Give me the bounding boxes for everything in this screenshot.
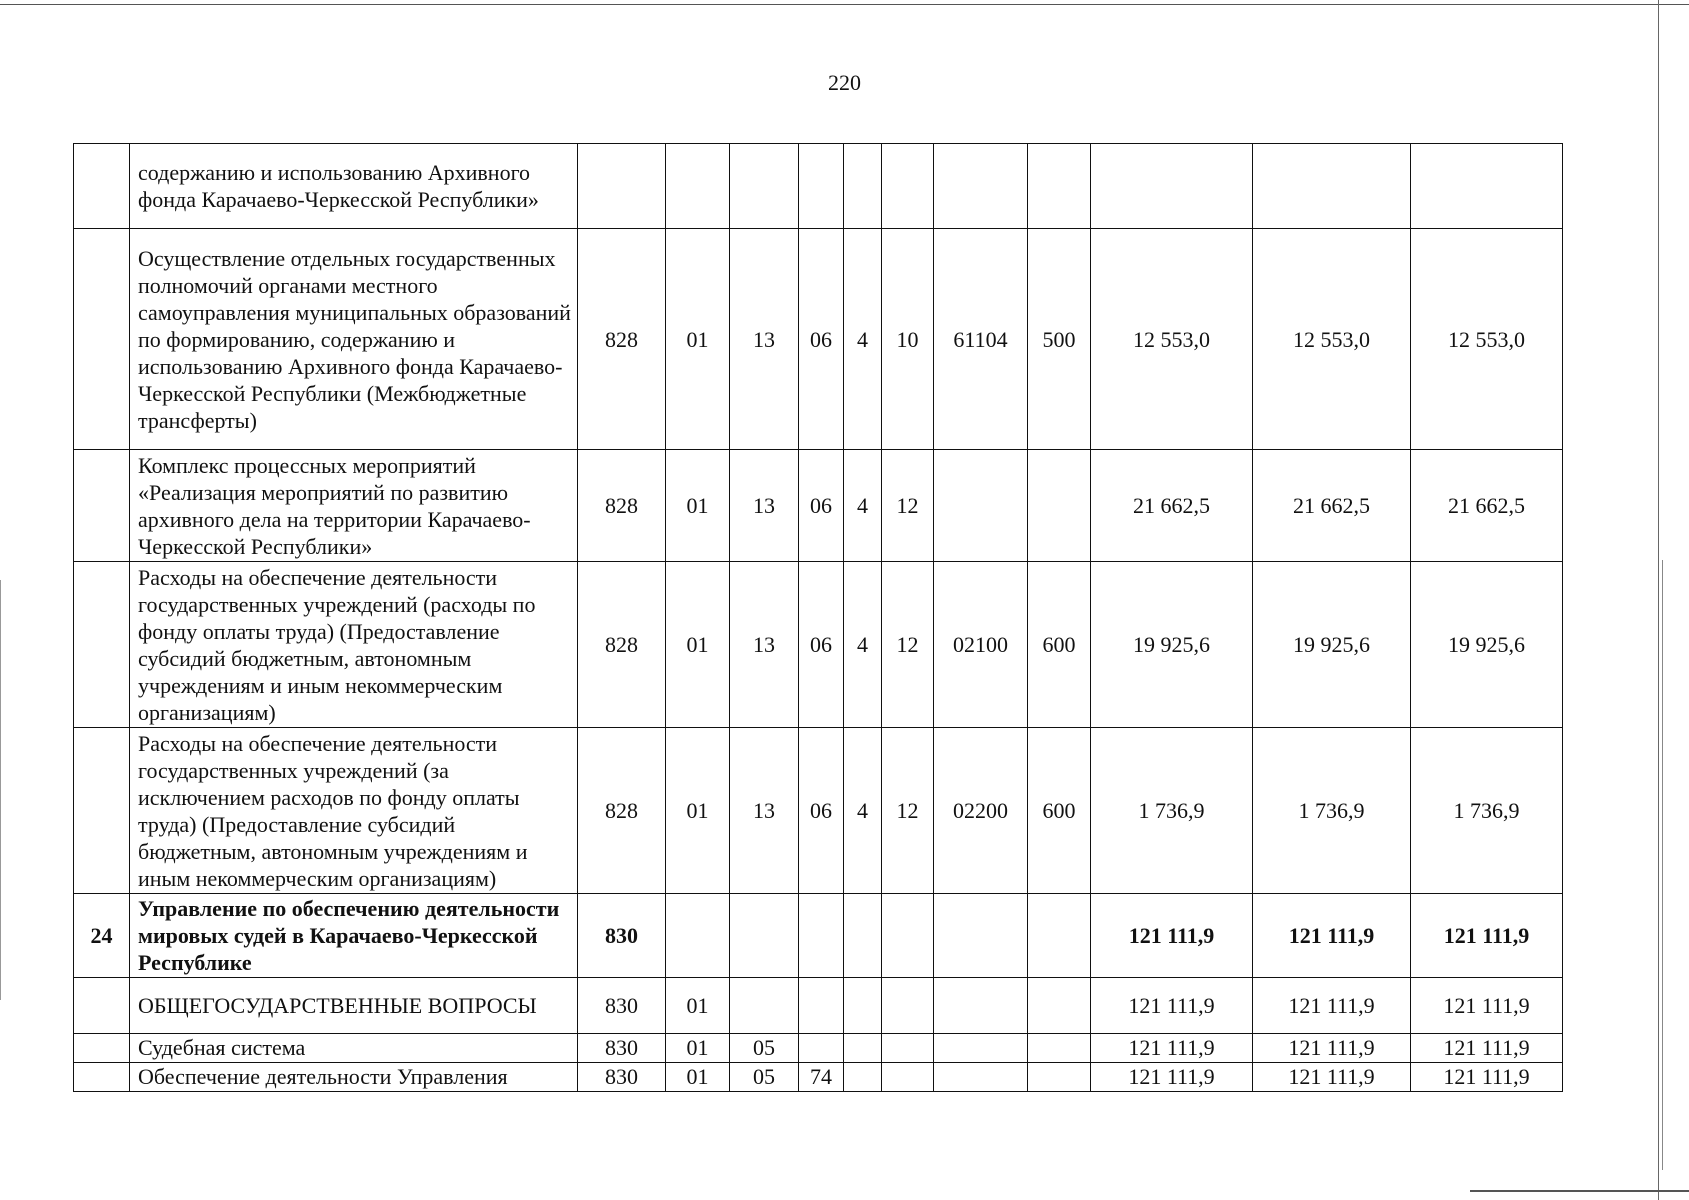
- budget-table-body: [74, 144, 1563, 1092]
- code-direction-cell: 02200: [934, 728, 1028, 894]
- table-row: [74, 450, 1563, 562]
- code-direction-cell: [934, 450, 1028, 562]
- code-ministry-cell: 830: [578, 978, 666, 1034]
- code-ministry-cell: [578, 144, 666, 229]
- code-program-cell: [799, 894, 844, 978]
- amount-year-3-cell: 1 736,9: [1411, 728, 1563, 894]
- amount-year-3-cell: 21 662,5: [1411, 450, 1563, 562]
- code-type-cell: 4: [844, 229, 882, 450]
- row-name-cell: Комплекс процессных мероприятий «Реализация мероприятий по развитию архивного дела на территории Карачаево-Черкесской Республики»: [130, 450, 578, 562]
- scan-right-edge-inner: [1662, 560, 1663, 1170]
- amount-year-1-cell: 12 553,0: [1091, 229, 1253, 450]
- code-group-cell: [882, 894, 934, 978]
- code-direction-cell: 02100: [934, 562, 1028, 728]
- code-section-cell: 01: [666, 450, 730, 562]
- code-program-cell: [799, 978, 844, 1034]
- row-name-cell: ОБЩЕГОСУДАРСТВЕННЫЕ ВОПРОСЫ: [130, 978, 578, 1034]
- code-ministry-cell: 830: [578, 894, 666, 978]
- amount-year-2-cell: 121 111,9: [1253, 894, 1411, 978]
- code-group-cell: 10: [882, 229, 934, 450]
- amount-year-1-cell: 19 925,6: [1091, 562, 1253, 728]
- amount-year-3-cell: [1411, 144, 1563, 229]
- code-section-cell: 01: [666, 229, 730, 450]
- code-expense-type-cell: [1028, 894, 1091, 978]
- row-number-cell: 24: [74, 894, 130, 978]
- code-type-cell: [844, 1063, 882, 1092]
- code-section-cell: 01: [666, 1063, 730, 1092]
- code-direction-cell: [934, 144, 1028, 229]
- code-direction-cell: [934, 1063, 1028, 1092]
- code-group-cell: [882, 978, 934, 1034]
- budget-table: [73, 143, 1563, 1092]
- row-name-cell: Управление по обеспечению деятельности мировых судей в Карачаево-Черкесской Республике: [130, 894, 578, 978]
- code-ministry-cell: 828: [578, 562, 666, 728]
- code-direction-cell: [934, 894, 1028, 978]
- code-type-cell: [844, 144, 882, 229]
- page-number: 220: [828, 70, 861, 95]
- amount-year-2-cell: 121 111,9: [1253, 1034, 1411, 1063]
- code-expense-type-cell: [1028, 450, 1091, 562]
- code-section-cell: 01: [666, 978, 730, 1034]
- amount-year-1-cell: 121 111,9: [1091, 894, 1253, 978]
- code-type-cell: 4: [844, 728, 882, 894]
- row-number-cell: [74, 450, 130, 562]
- amount-year-1-cell: 121 111,9: [1091, 1034, 1253, 1063]
- scan-top-rule: [0, 4, 1689, 5]
- code-ministry-cell: 828: [578, 728, 666, 894]
- row-name-cell: содержанию и использованию Архивного фонда Карачаево-Черкесской Республики»: [130, 144, 578, 229]
- code-expense-type-cell: [1028, 1034, 1091, 1063]
- row-number-cell: [74, 978, 130, 1034]
- amount-year-1-cell: [1091, 144, 1253, 229]
- amount-year-3-cell: 19 925,6: [1411, 562, 1563, 728]
- code-subsection-cell: 13: [730, 450, 799, 562]
- code-expense-type-cell: 600: [1028, 728, 1091, 894]
- table-row: [74, 144, 1563, 229]
- code-group-cell: [882, 1063, 934, 1092]
- amount-year-2-cell: 19 925,6: [1253, 562, 1411, 728]
- row-number-cell: [74, 229, 130, 450]
- row-name-cell: Расходы на обеспечение деятельности государственных учреждений (расходы по фонду оплаты труда) (Предоставление субсидий бюджетным, автономным учреждениям и иным некоммерческим организациям): [130, 562, 578, 728]
- row-name-cell: Судебная система: [130, 1034, 578, 1063]
- code-section-cell: [666, 894, 730, 978]
- table-row: [74, 978, 1563, 1034]
- code-ministry-cell: 828: [578, 450, 666, 562]
- code-ministry-cell: 828: [578, 229, 666, 450]
- code-ministry-cell: 830: [578, 1034, 666, 1063]
- code-subsection-cell: 13: [730, 229, 799, 450]
- code-type-cell: [844, 978, 882, 1034]
- table-row: [74, 728, 1563, 894]
- row-number-cell: [74, 562, 130, 728]
- code-direction-cell: [934, 1034, 1028, 1063]
- table-row: [74, 562, 1563, 728]
- code-program-cell: 06: [799, 450, 844, 562]
- scan-right-edge: [1658, 0, 1659, 1200]
- scan-left-mark: [0, 580, 1, 1000]
- code-type-cell: 4: [844, 450, 882, 562]
- code-program-cell: [799, 144, 844, 229]
- code-expense-type-cell: [1028, 1063, 1091, 1092]
- amount-year-2-cell: 21 662,5: [1253, 450, 1411, 562]
- code-section-cell: [666, 144, 730, 229]
- amount-year-1-cell: 121 111,9: [1091, 978, 1253, 1034]
- code-ministry-cell: 830: [578, 1063, 666, 1092]
- code-subsection-cell: 13: [730, 728, 799, 894]
- table-row: [74, 894, 1563, 978]
- code-subsection-cell: 05: [730, 1034, 799, 1063]
- code-group-cell: [882, 144, 934, 229]
- code-program-cell: 74: [799, 1063, 844, 1092]
- code-section-cell: 01: [666, 1034, 730, 1063]
- code-subsection-cell: 13: [730, 562, 799, 728]
- amount-year-2-cell: 121 111,9: [1253, 1063, 1411, 1092]
- code-subsection-cell: [730, 144, 799, 229]
- row-number-cell: [74, 728, 130, 894]
- amount-year-3-cell: 121 111,9: [1411, 1034, 1563, 1063]
- scan-bottom-rule: [1470, 1190, 1689, 1192]
- table-row: [74, 1063, 1563, 1092]
- amount-year-3-cell: 12 553,0: [1411, 229, 1563, 450]
- row-name-cell: Осуществление отдельных государственных полномочий органами местного самоуправления муниципальных образований по формированию, содержанию и использованию Архивного фонда Карачаево-Черкесской Республики (Межбюджетные трансферты): [130, 229, 578, 450]
- amount-year-2-cell: 121 111,9: [1253, 978, 1411, 1034]
- code-direction-cell: 61104: [934, 229, 1028, 450]
- amount-year-3-cell: 121 111,9: [1411, 894, 1563, 978]
- code-program-cell: [799, 1034, 844, 1063]
- row-number-cell: [74, 144, 130, 229]
- code-subsection-cell: 05: [730, 1063, 799, 1092]
- code-subsection-cell: [730, 894, 799, 978]
- table-row: [74, 229, 1563, 450]
- code-direction-cell: [934, 978, 1028, 1034]
- code-group-cell: 12: [882, 728, 934, 894]
- code-expense-type-cell: 600: [1028, 562, 1091, 728]
- amount-year-3-cell: 121 111,9: [1411, 978, 1563, 1034]
- code-type-cell: [844, 894, 882, 978]
- code-group-cell: 12: [882, 562, 934, 728]
- amount-year-1-cell: 121 111,9: [1091, 1063, 1253, 1092]
- amount-year-2-cell: [1253, 144, 1411, 229]
- amount-year-2-cell: 1 736,9: [1253, 728, 1411, 894]
- code-program-cell: 06: [799, 562, 844, 728]
- code-program-cell: 06: [799, 728, 844, 894]
- table-row: [74, 1034, 1563, 1063]
- code-group-cell: 12: [882, 450, 934, 562]
- amount-year-1-cell: 1 736,9: [1091, 728, 1253, 894]
- code-type-cell: 4: [844, 562, 882, 728]
- code-section-cell: 01: [666, 562, 730, 728]
- amount-year-3-cell: 121 111,9: [1411, 1063, 1563, 1092]
- code-program-cell: 06: [799, 229, 844, 450]
- row-name-cell: Обеспечение деятельности Управления: [130, 1063, 578, 1092]
- code-expense-type-cell: 500: [1028, 229, 1091, 450]
- amount-year-1-cell: 21 662,5: [1091, 450, 1253, 562]
- amount-year-2-cell: 12 553,0: [1253, 229, 1411, 450]
- code-type-cell: [844, 1034, 882, 1063]
- code-section-cell: 01: [666, 728, 730, 894]
- row-number-cell: [74, 1034, 130, 1063]
- code-expense-type-cell: [1028, 978, 1091, 1034]
- code-subsection-cell: [730, 978, 799, 1034]
- code-expense-type-cell: [1028, 144, 1091, 229]
- code-group-cell: [882, 1034, 934, 1063]
- row-name-cell: Расходы на обеспечение деятельности государственных учреждений (за исключением расходов по фонду оплаты труда) (Предоставление субсидий бюджетным, автономным учреждениям и иным некоммерческим организациям): [130, 728, 578, 894]
- row-number-cell: [74, 1063, 130, 1092]
